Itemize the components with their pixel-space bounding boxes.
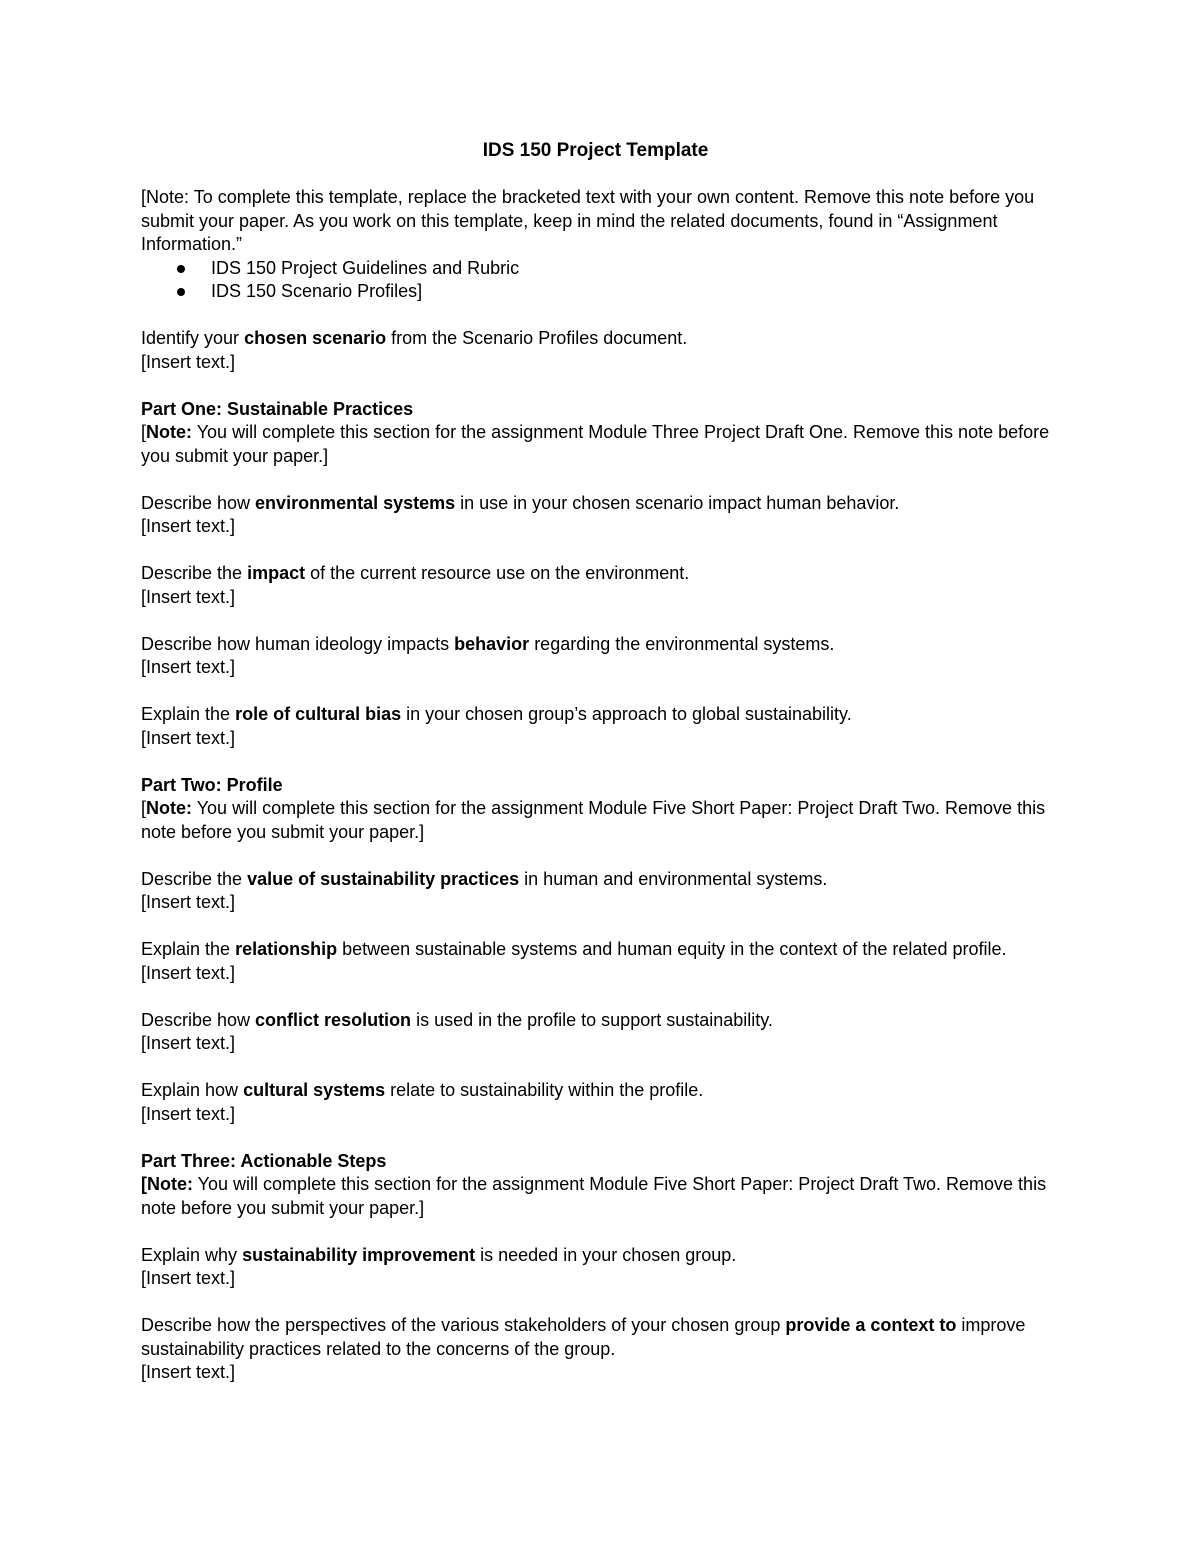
prompt-text: Describe how human ideology impacts — [141, 633, 455, 654]
prompt-text: Describe the — [141, 868, 248, 889]
insert-text-placeholder: [Insert text.] — [141, 351, 236, 372]
prompt-text: is needed in your chosen group. — [475, 1244, 737, 1265]
insert-text-placeholder: [Insert text.] — [141, 516, 236, 536]
note-label: Note: — [146, 422, 193, 442]
prompt-text: Describe the — [141, 563, 248, 583]
scenario-prompt — [141, 327, 1050, 374]
part-one-prompt — [141, 633, 1050, 680]
insert-text-placeholder: [Insert text.] — [141, 1268, 236, 1288]
part-three-prompt — [141, 1314, 1050, 1385]
part-one-note — [141, 421, 1050, 468]
insert-text-placeholder: [Insert text.] — [141, 892, 236, 912]
list-item: IDS 150 Project Guidelines and Rubric — [211, 257, 1050, 281]
part-two-note — [141, 797, 1050, 844]
prompt-text: regarding the environmental systems. — [529, 633, 835, 654]
insert-text-placeholder: [Insert text.] — [141, 586, 236, 607]
prompt-text: in human and environmental systems. — [519, 868, 828, 889]
prompt-keyword: conflict resolution — [255, 1009, 412, 1030]
prompt-text: Explain how — [141, 1080, 244, 1100]
prompt-text: in use in your chosen scenario impact human behavior. — [455, 492, 900, 513]
document-title: IDS 150 Project Template — [482, 140, 709, 161]
prompt-text: Identify your — [141, 328, 245, 348]
part-three-prompt — [141, 1244, 1050, 1291]
prompt-keyword: value of sustainability practices — [247, 868, 520, 889]
prompt-keyword: environmental systems — [255, 492, 456, 513]
part-three-heading: Part Three: Actionable Steps — [141, 1150, 387, 1171]
related-documents-list — [141, 257, 1050, 304]
insert-text-placeholder: [Insert text.] — [141, 1362, 236, 1382]
part-three-note — [141, 1173, 1050, 1220]
prompt-text: of the current resource use on the environment. — [305, 563, 690, 583]
note-bracket: [ — [141, 1174, 147, 1194]
prompt-text: relate to sustainability within the profile. — [385, 1080, 704, 1100]
note-bracket: [ — [141, 798, 147, 818]
part-one-prompt — [141, 492, 1050, 539]
part-one-prompt — [141, 703, 1050, 750]
note-label: Note: — [146, 798, 193, 818]
prompt-text: Describe how the perspectives of the various stakeholders of your chosen group — [141, 1315, 786, 1335]
prompt-text: improve sustainability practices related to the concerns of the group. — [141, 1315, 1026, 1359]
prompt-keyword: behavior — [454, 633, 530, 654]
part-two-prompt — [141, 1009, 1050, 1056]
prompt-text: from the Scenario Profiles document. — [386, 328, 688, 348]
part-two-heading: Part Two: Profile — [141, 774, 283, 795]
part-one-heading: Part One: Sustainable Practices — [141, 398, 414, 419]
part-two-prompt — [141, 1079, 1050, 1126]
list-item: IDS 150 Scenario Profiles] — [211, 280, 1050, 304]
note-text: You will complete this section for the assignment Module Five Short Paper: Project Draft Two. Remove this note before you submit your paper.] — [141, 798, 1046, 842]
prompt-keyword: sustainability improvement — [242, 1244, 476, 1265]
prompt-keyword: relationship — [235, 939, 338, 959]
prompt-text: Describe how — [141, 492, 256, 513]
note-label: Note: — [147, 1174, 193, 1194]
part-two-prompt — [141, 868, 1050, 915]
prompt-keyword: impact — [247, 563, 306, 583]
insert-text-placeholder: [Insert text.] — [141, 727, 236, 748]
note-text: You will complete this section for the assignment Module Five Short Paper: Project Draft Two. Remove this note before you submit your paper.] — [141, 1174, 1047, 1218]
prompt-text: Explain the — [141, 939, 236, 959]
prompt-text: Explain why — [141, 1244, 243, 1265]
prompt-keyword: chosen scenario — [244, 328, 387, 348]
prompt-keyword: role of cultural bias — [235, 704, 402, 724]
note-text: You will complete this section for the assignment Module Three Project Draft One. Remove this note before you submit your paper.] — [141, 422, 1050, 466]
note-bracket: [ — [141, 422, 147, 442]
intro-note: [Note: To complete this template, replace the bracketed text with your own content. Remove this note before you submit your paper. As you work on this template, keep in mind the related documents, found in “Assignment Information.” — [141, 187, 1035, 254]
insert-text-placeholder: [Insert text.] — [141, 1103, 236, 1124]
prompt-keyword: provide a context to — [785, 1315, 957, 1335]
prompt-text: between sustainable systems and human equity in the context of the related profile. — [337, 939, 1007, 959]
prompt-text: is used in the profile to support sustainability. — [411, 1009, 773, 1030]
part-two-prompt — [141, 938, 1050, 985]
insert-text-placeholder: [Insert text.] — [141, 962, 236, 983]
insert-text-placeholder: [Insert text.] — [141, 657, 236, 677]
prompt-keyword: cultural systems — [243, 1080, 386, 1100]
insert-text-placeholder: [Insert text.] — [141, 1033, 236, 1053]
part-one-prompt — [141, 562, 1050, 609]
prompt-text: in your chosen group’s approach to global sustainability. — [401, 704, 852, 724]
prompt-text: Explain the — [141, 704, 236, 724]
prompt-text: Describe how — [141, 1009, 256, 1030]
